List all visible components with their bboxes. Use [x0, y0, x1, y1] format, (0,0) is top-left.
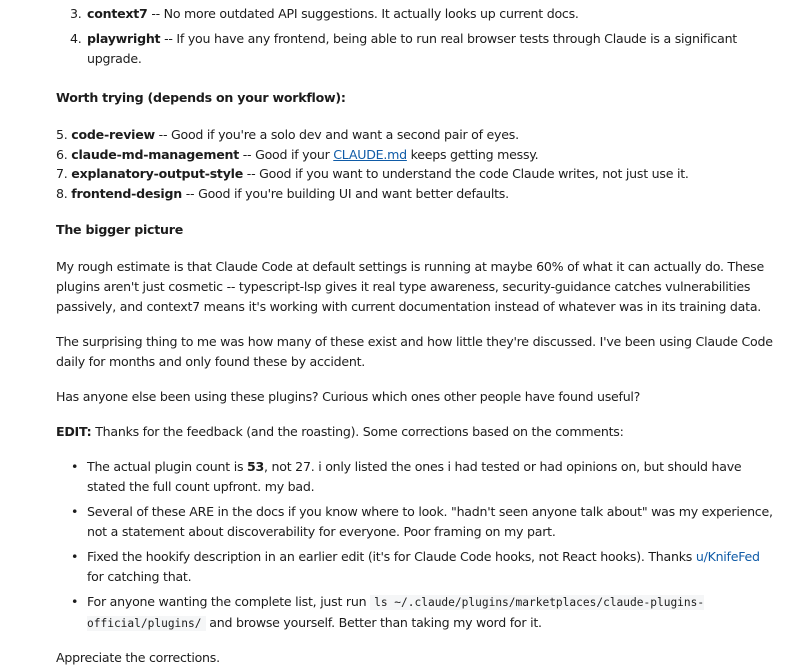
plugin-name: frontend-design — [71, 185, 182, 201]
plugin-count: 53 — [247, 459, 265, 474]
list-item — [56, 164, 776, 184]
worth-trying-list — [56, 125, 776, 203]
bullet-text-end: for catching that. — [87, 569, 192, 584]
bullet-icon: • — [71, 549, 79, 564]
plugin-name: code-review — [71, 127, 155, 142]
claude-md-link[interactable]: CLAUDE.md — [333, 146, 407, 162]
list-number: 5. — [56, 127, 68, 142]
list-item — [56, 457, 776, 497]
plugin-description: -- Good if you're a solo dev and want a second pair of eyes. — [154, 127, 519, 142]
bullet-text: Fixed the hookify description in an earlier edit (it's for Claude Code hooks, not React hooks). Thanks — [87, 549, 696, 564]
plugin-name: playwright — [87, 31, 161, 46]
bullet-text: The actual plugin count is — [87, 459, 248, 474]
plugin-description: -- No more outdated API suggestions. It actually looks up current docs. — [147, 6, 579, 21]
section-heading-bigger-picture: The bigger picture — [56, 222, 184, 237]
paragraph: The surprising thing to me was how many of these exist and how little they're discussed. I've been using Claude Code daily for months and only found these by accident. — [56, 334, 773, 369]
plugin-description: -- Good if you're building UI and want better defaults. — [181, 185, 509, 201]
bullet-text: For anyone wanting the complete list, just run — [87, 594, 371, 609]
plugin-description: -- Good if your — [238, 146, 334, 162]
inline-code-command: ls ~/.claude/plugins/marketplaces/claude-plugins-official/plugins/ — [87, 596, 705, 630]
list-item — [56, 29, 776, 69]
edit-bullet-list — [56, 457, 776, 634]
user-link-knifefed[interactable]: u/KnifeFed — [695, 549, 760, 564]
list-number: 6. — [56, 146, 68, 162]
section-heading-worth-trying: Worth trying (depends on your workflow): — [56, 90, 346, 105]
list-number: 3. — [70, 6, 82, 21]
closing-paragraph: Appreciate the corrections. — [56, 650, 220, 665]
top-numbered-list — [56, 4, 776, 69]
plugin-name: context7 — [87, 6, 148, 21]
list-item — [56, 4, 776, 24]
list-item — [56, 502, 776, 542]
list-item — [56, 592, 776, 634]
bullet-icon: • — [71, 594, 79, 609]
plugin-description: -- Good if you want to understand the code Claude writes, not just use it. — [243, 166, 689, 181]
edit-paragraph — [56, 422, 776, 442]
post-body — [56, 4, 776, 668]
list-item — [56, 547, 776, 587]
plugin-name: claude-md-management — [71, 146, 239, 162]
list-item — [56, 184, 776, 204]
list-number: 4. — [70, 31, 82, 46]
list-item — [56, 125, 776, 145]
plugin-description: -- If you have any frontend, being able to run real browser tests through Claude is a significant upgrade. — [87, 31, 737, 66]
list-item — [56, 145, 776, 165]
edit-intro: Thanks for the feedback (and the roasting). Some corrections based on the comments: — [91, 424, 624, 439]
list-number: 7. — [56, 166, 68, 181]
paragraph: Has anyone else been using these plugins? Curious which ones other people have found useful? — [56, 389, 641, 404]
paragraph: My rough estimate is that Claude Code at default settings is running at maybe 60% of what it can actually do. These plugins aren't just cosmetic -- typescript-lsp gives it real type awareness, security-guidance catches vulnerabilities passively, and context7 means it's working with current documentation instead of whatever was in its training data. — [56, 259, 764, 314]
list-number: 8. — [56, 185, 68, 201]
bullet-icon: • — [71, 504, 79, 519]
bullet-text-end: and browse yourself. Better than taking my word for it. — [205, 615, 542, 630]
bullet-icon: • — [71, 459, 79, 474]
plugin-description-end: keeps getting messy. — [406, 146, 539, 162]
plugin-name: explanatory-output-style — [71, 166, 244, 181]
bullet-text: Several of these ARE in the docs if you know where to look. "hadn't seen anyone talk about" was my experience, not a statement about discoverability for everyone. Poor framing on my part. — [87, 504, 773, 539]
edit-label: EDIT: — [56, 424, 92, 439]
bullet-text-end: , not 27. i only listed the ones i had tested or had opinions on, but should have stated the full count upfront. my bad. — [87, 459, 742, 494]
